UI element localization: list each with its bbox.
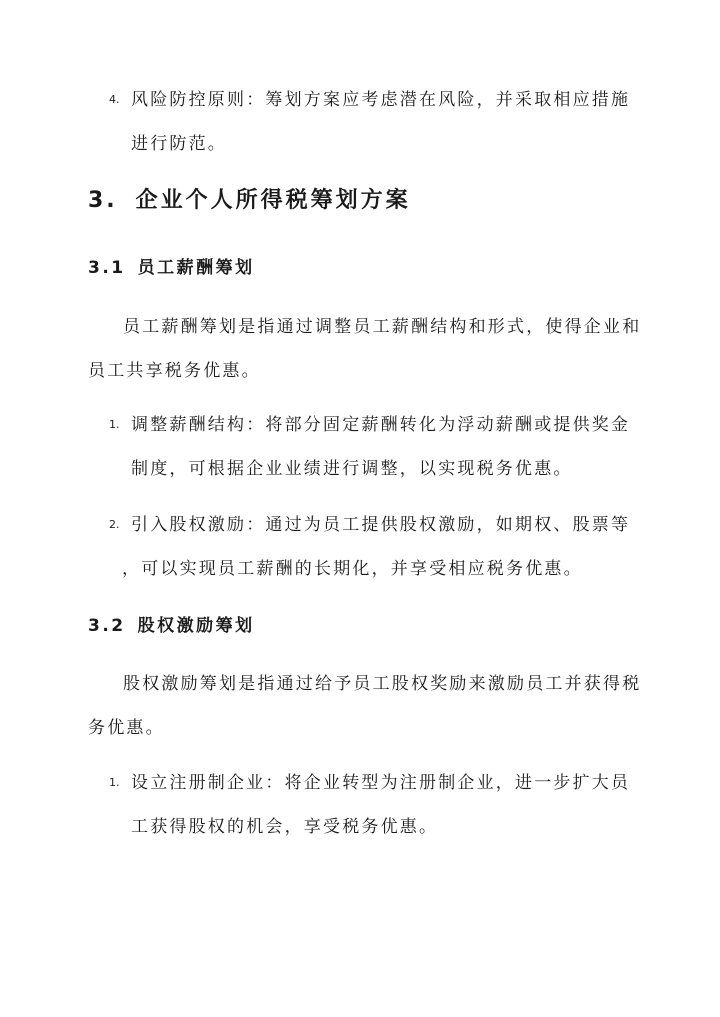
list-item-text: 风险防控原则：筹划方案应考虑潜在风险，并采取相应措施 xyxy=(131,90,631,110)
subsection-title: 员工薪酬筹划 xyxy=(137,258,255,278)
paragraph-line: 员工薪酬筹划是指通过调整员工薪酬结构和形式，使得企业和 xyxy=(123,317,642,337)
paragraph-line: 股权激励筹划是指通过给予员工股权奖励来激励员工并获得税 xyxy=(123,674,642,694)
paragraph-line: 务优惠。 xyxy=(88,718,165,738)
subsection-heading xyxy=(88,614,255,638)
list-item-text-continued: ，可以实现员工薪酬的长期化，并享受相应税务优惠。 xyxy=(122,559,583,579)
subsection-title: 股权激励筹划 xyxy=(137,616,255,636)
section-number: 3. xyxy=(88,188,118,213)
list-item-text: 引入股权激励：通过为员工提供股权激励，如期权、股票等 xyxy=(131,515,631,535)
list-item-text: 调整薪酬结构：将部分固定薪酬转化为浮动薪酬或提供奖金 xyxy=(131,415,631,435)
list-number: 4. xyxy=(109,93,120,106)
subsection-number: 3.1 xyxy=(88,258,126,278)
list-item-text-continued: 制度，可根据企业业绩进行调整，以实现税务优惠。 xyxy=(131,459,573,479)
section-heading xyxy=(88,186,411,216)
list-item-text-continued: 进行防范。 xyxy=(131,134,227,154)
list-item-text-continued: 工获得股权的机会，享受税务优惠。 xyxy=(131,817,439,837)
list-number: 2. xyxy=(109,518,120,531)
list-number: 1. xyxy=(109,418,120,431)
subsection-number: 3.2 xyxy=(88,616,126,636)
section-title: 企业个人所得税筹划方案 xyxy=(135,188,411,213)
subsection-heading xyxy=(88,256,255,280)
paragraph-line: 员工共享税务优惠。 xyxy=(88,361,261,381)
list-item-text: 设立注册制企业：将企业转型为注册制企业，进一步扩大员 xyxy=(131,773,631,793)
list-number: 1. xyxy=(109,776,120,789)
